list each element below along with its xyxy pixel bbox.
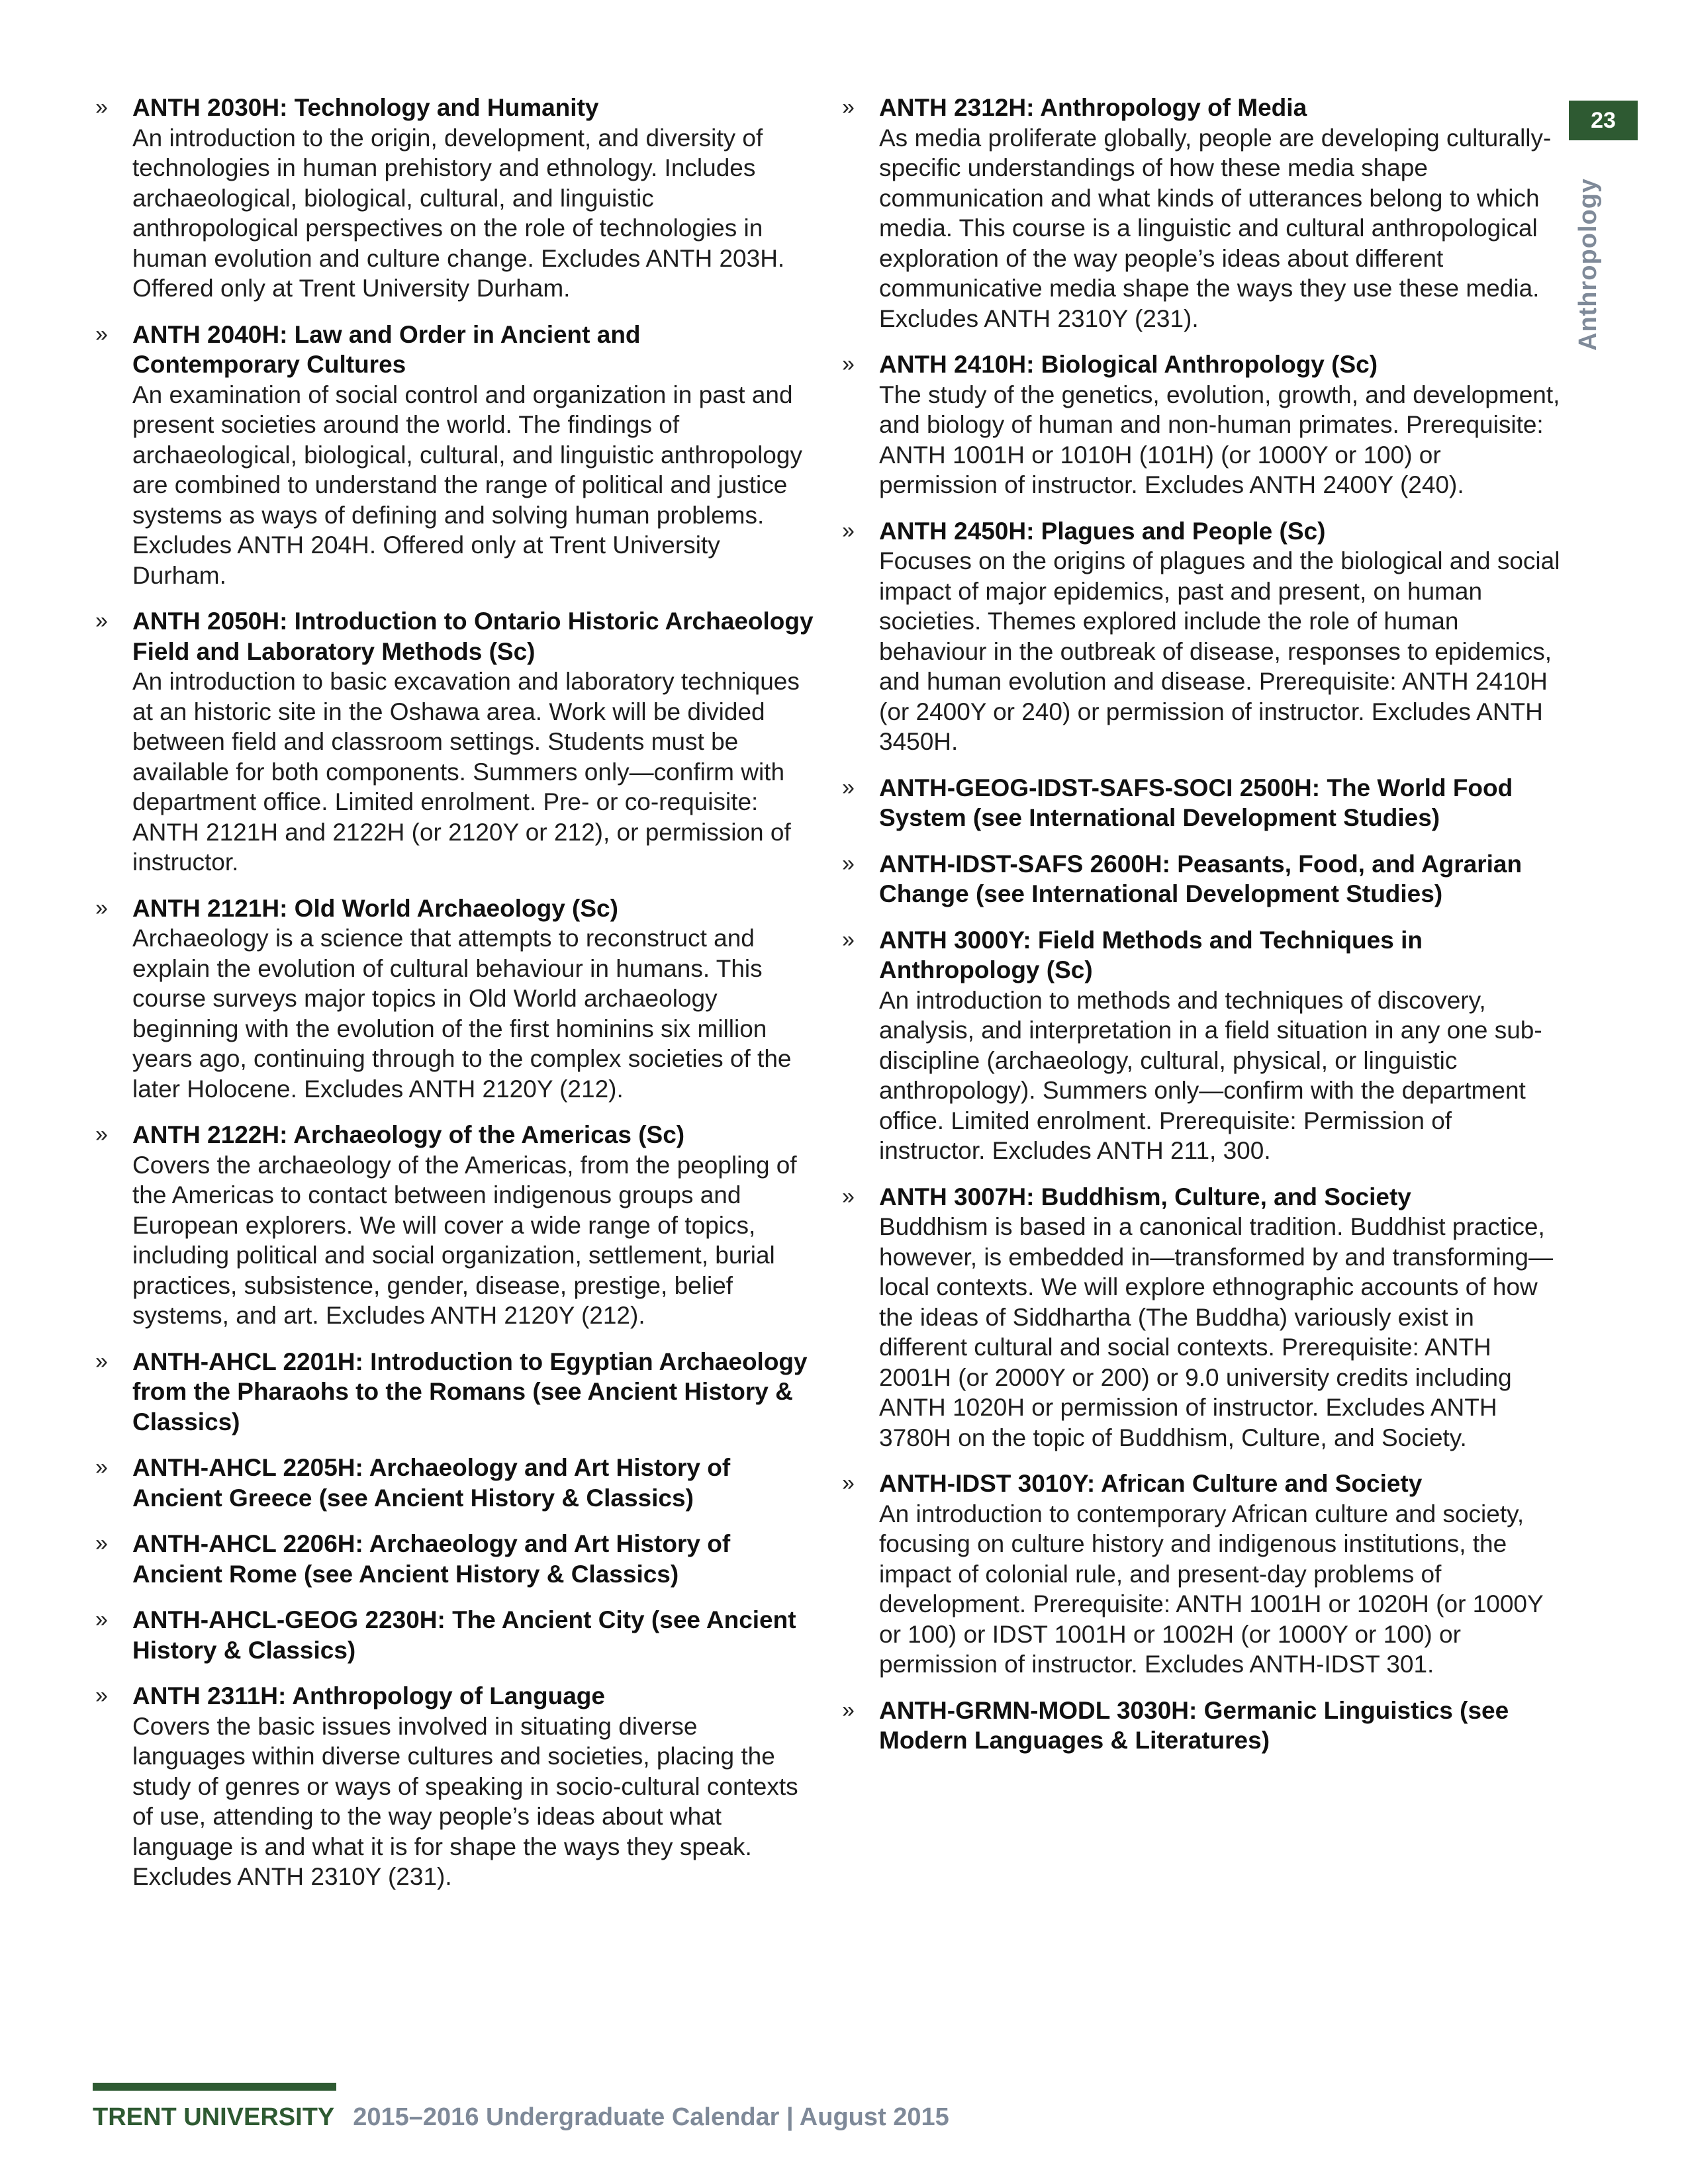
bullet-marker: » — [842, 1471, 855, 1496]
right-column — [839, 93, 1561, 1772]
course-title: ANTH 2311H: Anthropology of Language — [132, 1682, 605, 1709]
course-title: ANTH-AHCL 2206H: Archaeology and Art History of Ancient Rome (see Ancient History & Classics) — [132, 1530, 731, 1588]
bullet-marker: » — [842, 850, 855, 876]
course-title: ANTH 2121H: Old World Archaeology (Sc) — [132, 894, 618, 922]
course-entry — [839, 1469, 1561, 1680]
course-entry — [93, 1347, 814, 1437]
course-title: ANTH 2040H: Law and Order in Ancient and Contemporary Cultures — [132, 320, 641, 378]
course-description: An introduction to methods and techniques of discovery, analysis, and interpretation in a field situation in any one sub-discipline (archaeology, cultural, physical, or linguistic anthropology). Summers only—confirm with the department office. Limited enrolment. Prerequisite: Permission of instructor. Excludes ANTH 211, 300. — [879, 986, 1542, 1164]
course-entry — [839, 93, 1561, 334]
course-entry — [93, 320, 814, 591]
course-title: ANTH-GEOG-IDST-SAFS-SOCI 2500H: The World Food System (see International Development Studies) — [879, 774, 1513, 831]
course-title: ANTH 2030H: Technology and Humanity — [132, 94, 599, 121]
course-title: ANTH 2450H: Plagues and People (Sc) — [879, 517, 1326, 545]
course-title: ANTH 3000Y: Field Methods and Techniques in Anthropology (Sc) — [879, 926, 1423, 983]
course-title: ANTH 2410H: Biological Anthropology (Sc) — [879, 351, 1378, 378]
course-entry — [93, 1529, 814, 1589]
course-description: As media proliferate globally, people are developing culturally-specific understandings of how these media shape communication and what kinds of utterances belong to which media. This course is a linguistic and cultural anthropological exploration of the way people’s ideas about different communicative media shape the ways they use these media. Excludes ANTH 2310Y (231). — [879, 124, 1552, 332]
course-description: Archaeology is a science that attempts to reconstruct and explain the evolution of cultural behaviour in humans. This course surveys major topics in Old World archaeology beginning with the evolution of the first hominins six million years ago, continuing through to the complex societies of the later Holocene. Excludes ANTH 2120Y (212). — [132, 925, 792, 1103]
bullet-marker: » — [95, 1348, 108, 1374]
bullet-marker: » — [95, 1683, 108, 1708]
course-entry — [93, 893, 814, 1105]
bullet-marker: » — [842, 351, 855, 377]
bullet-marker: » — [95, 1122, 108, 1147]
bullet-marker: » — [95, 1531, 108, 1556]
course-entry — [839, 849, 1561, 909]
course-entry — [93, 1681, 814, 1892]
bullet-marker: » — [842, 1697, 855, 1723]
course-title: ANTH 2122H: Archaeology of the Americas (Sc) — [132, 1121, 685, 1148]
bullet-marker: » — [842, 1183, 855, 1209]
left-column — [93, 93, 814, 1908]
course-title: ANTH 3007H: Buddhism, Culture, and Society — [879, 1183, 1411, 1210]
page-number-tab: 23 — [1569, 101, 1638, 140]
bullet-marker: » — [842, 95, 855, 120]
course-entry — [93, 1605, 814, 1665]
course-entry — [93, 1120, 814, 1331]
course-title: ANTH-AHCL-GEOG 2230H: The Ancient City (see Ancient History & Classics) — [132, 1606, 796, 1664]
course-entry — [839, 1696, 1561, 1756]
bullet-marker: » — [95, 895, 108, 921]
course-description: Buddhism is based in a canonical tradition. Buddhist practice, however, is embedded in—transformed by and transforming—local contexts. We will explore ethnographic accounts of how the ideas of Siddhartha (The Buddha) variously exist in different cultural and social contexts. Prerequisite: ANTH 2001H (or 2000Y or 200) or 9.0 university credits including ANTH 1020H or permission of instructor. Excludes ANTH 3780H on the topic of Buddhism, Culture, and Society. — [879, 1213, 1554, 1451]
course-description: Focuses on the origins of plagues and the biological and social impact of major epidemics, past and present, on human societies. Themes explored include the role of human behaviour in the outbreak of disease, responses to epidemics, and human evolution and disease. Prerequisite: ANTH 2410H (or 2400Y or 240) or permission of instructor. Excludes ANTH 3450H. — [879, 547, 1560, 755]
course-entry — [839, 349, 1561, 500]
course-entry — [93, 93, 814, 304]
section-label: Anthropology — [1574, 177, 1602, 351]
course-title: ANTH-IDST 3010Y: African Culture and Society — [879, 1470, 1423, 1497]
course-entry — [839, 516, 1561, 757]
footer — [93, 2103, 949, 2132]
course-entry — [839, 1182, 1561, 1453]
course-description: An introduction to contemporary African culture and society, focusing on culture history and indigenous institutions, the impact of colonial rule, and present-day problems of development. Prerequisite: ANTH 1001H or 1020H (or 1000Y or 100) or IDST 1001H or 1002H (or 1000Y or 100) or permission of instructor. Excludes ANTH-IDST 301. — [879, 1500, 1543, 1678]
course-title: ANTH-AHCL 2205H: Archaeology and Art History of Ancient Greece (see Ancient History & Classics) — [132, 1454, 731, 1512]
bullet-marker: » — [95, 608, 108, 633]
footer-university: TRENT UNIVERSITY — [93, 2103, 335, 2131]
course-description: An examination of social control and organization in past and present societies around the world. The findings of archaeological, biological, cultural, and linguistic anthropology are combined to understand the range of political and justice systems as ways of defining and solving human problems. Excludes ANTH 204H. Offered only at Trent University Durham. — [132, 381, 802, 589]
course-title: ANTH-AHCL 2201H: Introduction to Egyptian Archaeology from the Pharaohs to the Romans (see Ancient History & Classics) — [132, 1347, 808, 1435]
course-description: Covers the archaeology of the Americas, from the peopling of the Americas to contact between indigenous groups and European explorers. We will cover a wide range of topics, including political and social organization, settlement, burial practices, subsistence, gender, disease, prestige, belief systems, and art. Excludes ANTH 2120Y (212). — [132, 1151, 797, 1329]
bullet-marker: » — [95, 321, 108, 347]
course-entry — [93, 1453, 814, 1513]
course-description: An introduction to basic excavation and laboratory techniques at an historic site in the Oshawa area. Work will be divided between field and classroom settings. Students must be available for both components. Summers only—confirm with department office. Limited enrolment. Pre- or co-requisite: ANTH 2121H and 2122H (or 2120Y or 212), or permission of instructor. — [132, 668, 800, 876]
course-entry — [839, 925, 1561, 1166]
course-description: An introduction to the origin, development, and diversity of technologies in human prehistory and ethnology. Includes archaeological, biological, cultural, and linguistic anthropological perspectives on the role of technologies in human evolution and culture change. Excludes ANTH 203H. Offered only at Trent University Durham. — [132, 124, 785, 302]
bullet-marker: » — [95, 1607, 108, 1632]
course-title: ANTH-IDST-SAFS 2600H: Peasants, Food, and Agrarian Change (see International Development Studies) — [879, 850, 1523, 907]
course-description: Covers the basic issues involved in situating diverse languages within diverse cultures and societies, placing the study of genres or ways of speaking in socio-cultural contexts of use, attending to the way people’s ideas about what language is and what it is for shape the ways they speak. Excludes ANTH 2310Y (231). — [132, 1712, 798, 1890]
bullet-marker: » — [842, 774, 855, 800]
bullet-marker: » — [842, 927, 855, 952]
course-title: ANTH 2312H: Anthropology of Media — [879, 94, 1307, 121]
bullet-marker: » — [95, 95, 108, 120]
course-entry — [839, 773, 1561, 833]
course-title: ANTH-GRMN-MODL 3030H: Germanic Linguistics (see Modern Languages & Literatures) — [879, 1696, 1509, 1754]
course-title: ANTH 2050H: Introduction to Ontario Historic Archaeology Field and Laboratory Methods (Sc) — [132, 608, 814, 665]
bullet-marker: » — [842, 518, 855, 543]
course-entry — [93, 606, 814, 878]
bullet-marker: » — [95, 1455, 108, 1480]
footer-rule — [93, 2083, 336, 2091]
footer-calendar: 2015–2016 Undergraduate Calendar | August 2015 — [353, 2103, 949, 2131]
course-description: The study of the genetics, evolution, growth, and development, and biology of human and non-human primates. Prerequisite: ANTH 1001H or 1010H (101H) (or 1000Y or 100) or permission of instructor. Excludes ANTH 2400Y (240). — [879, 381, 1560, 498]
